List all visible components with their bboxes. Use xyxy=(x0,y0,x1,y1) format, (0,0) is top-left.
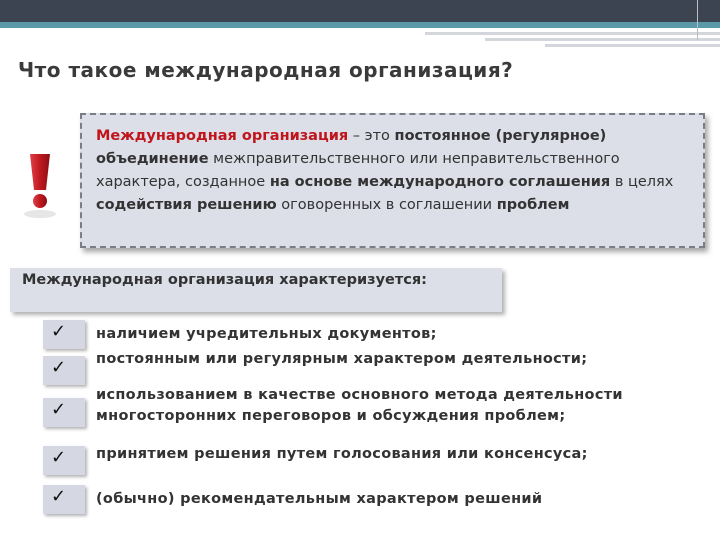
characteristics-heading: Международная организация характеризуется: xyxy=(10,268,502,312)
definition-part: оговоренных в соглашении xyxy=(276,197,497,213)
definition-part: проблем xyxy=(496,197,570,213)
check-icon: ✓ xyxy=(43,446,85,475)
slide-number: 7 xyxy=(684,8,692,22)
page-title: Что такое международная организация? xyxy=(18,58,514,82)
list-item: (обычно) рекомендательным характером решений xyxy=(96,491,543,507)
definition-part: межправительственного или неправительственного характера, созданное xyxy=(96,151,620,190)
definition-term: Международная организация xyxy=(96,128,349,144)
check-icon: ✓ xyxy=(43,398,85,427)
list-item: принятием решения путем голосования или консенсуса; xyxy=(96,446,588,462)
slide-number-divider xyxy=(697,0,698,40)
definition-part: постоянное (регулярное) объединение xyxy=(96,128,607,167)
definition-part: содействия решению xyxy=(96,197,277,213)
definition-part: на основе международного соглашения xyxy=(269,174,611,190)
definition-dash: – это xyxy=(348,128,395,144)
check-icon: ✓ xyxy=(43,485,85,514)
definition-box xyxy=(80,113,705,248)
exclamation-icon xyxy=(20,150,60,220)
check-icon: ✓ xyxy=(43,320,85,349)
top-bar xyxy=(0,0,720,22)
list-item: использованием в качестве основного метода деятельности многосторонних переговоров и обсуждения проблем; xyxy=(96,387,623,424)
list-item: наличием учредительных документов; xyxy=(96,326,437,342)
check-icon: ✓ xyxy=(43,356,85,385)
definition-part: в целях xyxy=(610,174,674,190)
list-item: постоянным или регулярным характером деятельности; xyxy=(96,351,588,367)
decorative-stripes xyxy=(425,28,720,50)
